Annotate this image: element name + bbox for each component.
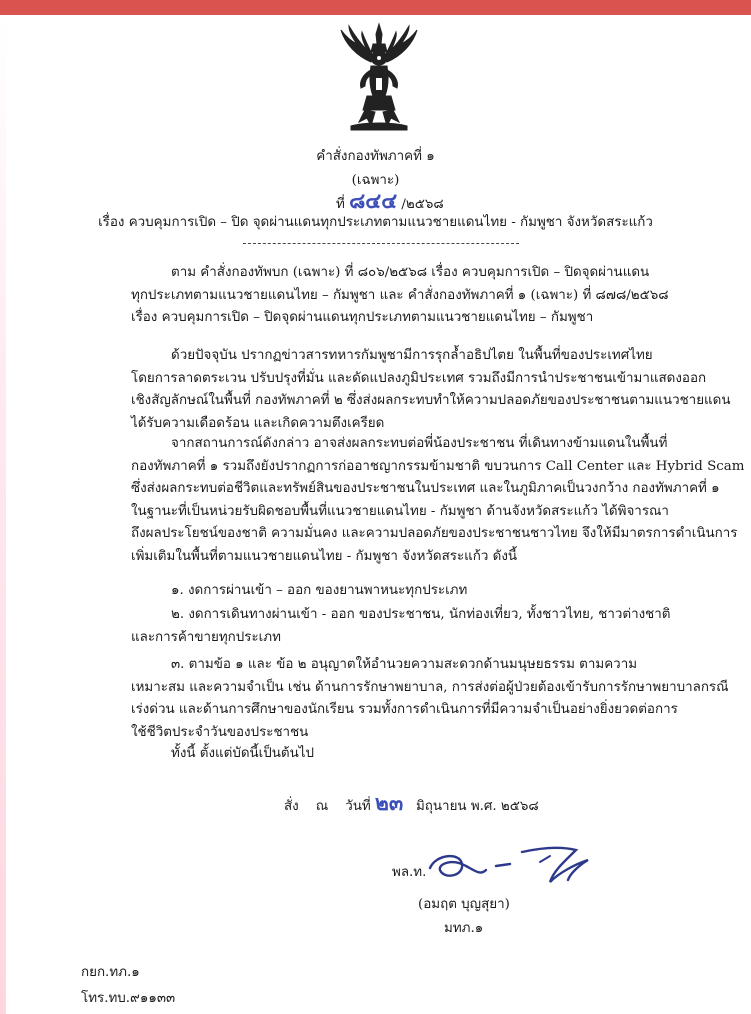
order-subject: เรื่อง ควบคุมการเปิด – ปิด จุดผ่านแดนทุกประเภทตามแนวชายแดนไทย - กัมพูชา จังหวัดสระแก้ว — [98, 215, 653, 230]
dateline-at: ณ — [315, 799, 329, 814]
dateline-day-handwritten: ๒๓ — [374, 791, 404, 815]
signatory-position: มทภ.๑ — [444, 921, 484, 936]
item3-line: ๓. ตามข้อ ๑ และ ข้อ ๒ อนุญาตให้อำนวยความสะดวกด้านมนุษยธรรม ตามความ — [171, 657, 638, 672]
item3-line: ใช้ชีวิตประจำวันของประชาชน — [131, 724, 309, 740]
dateline — [284, 791, 539, 816]
header-divider — [243, 243, 519, 244]
item2-line: ๒. งดการเดินทางผ่านเข้า - ออก ของประชาชน, นักท่องเที่ยว, ทั้งชาวไทย, ชาวต่างชาติ — [171, 607, 671, 622]
signatory-name: (อมฤต บุญสุยา) — [418, 897, 510, 912]
para1-line: เรื่อง ควบคุมการเปิด – ปิดจุดผ่านแดนทุกประเภทตามแนวชายแดนไทย – กัมพูชา — [131, 310, 594, 325]
para3-line: ในฐานะที่เป็นหน่วยรับผิดชอบพื้นที่แนวชายแดนไทย - กัมพูชา ด้านจังหวัดสระแก้ว ได้พิจารณา — [131, 503, 669, 519]
para3-line: ซึ่งส่งผลกระทบต่อชีวิตและทรัพย์สินของประชาชนในประเทศ และในภูมิภาคเป็นวงกว้าง กองทัพภาคที่ ๑ — [131, 481, 720, 496]
order-number — [336, 189, 444, 214]
para2-line: ด้วยปัจจุบัน ปรากฏข่าวสารทหารกัมพูชามีการรุกล้ำอธิปไตย ในพื้นที่ของประเทศไทย — [171, 348, 653, 363]
item-3 — [131, 654, 729, 744]
paragraph-situation — [131, 345, 731, 435]
order-number-handwritten: ๘๔๔ — [349, 189, 398, 213]
top-color-bar — [0, 0, 751, 15]
footer-department: กยก.ทภ.๑ — [81, 965, 140, 980]
effective-statement: ทั้งนี้ ตั้งแต่บัดนี้เป็นต้นไป — [171, 746, 315, 761]
para3-line: กองทัพภาคที่ ๑ รวมถึงยังปรากฏการก่ออาชญากรรมข้ามชาติ ขบวนการ Call Center และ Hybrid Scam — [131, 458, 745, 474]
para2-line: ได้รับความเดือดร้อน และเกิดความตึงเครียด — [131, 415, 385, 431]
handwritten-signature — [400, 836, 610, 898]
paragraph-measures — [131, 433, 745, 568]
paragraph-reference — [131, 262, 669, 330]
order-qualifier: (เฉพาะ) — [351, 173, 400, 188]
item1-line: ๑. งดการผ่านเข้า – ออก ของยานพาหนะทุกประเภท — [171, 583, 468, 598]
signatory-rank: พล.ท. — [392, 865, 427, 880]
dateline-day-label: วันที่ — [345, 799, 371, 814]
garuda-emblem-icon — [337, 22, 421, 134]
footer-phone: โทร.ทบ.๙๑๑๓๓ — [81, 991, 176, 1006]
para3-line: เพิ่มเติมในพื้นที่ตามแนวชายแดนไทย - กัมพูชา จังหวัดสระแก้ว ดังนี้ — [131, 548, 518, 564]
para2-line: โดยการลาดตระเวน ปรับปรุงที่มั่น และดัดแปลงภูมิประเทศ รวมถึงมีการนำประชาชนเข้ามาแสดงออก — [131, 370, 707, 386]
para3-line: ถึงผลประโยชน์ของชาติ ความมั่นคง และความปลอดภัยของประชาชนชาวไทย จึงให้มีมาตรการดำเนินการ — [131, 526, 738, 541]
dateline-ordered: สั่ง — [284, 799, 299, 814]
item3-line: เร่งด่วน และด้านการศึกษาของนักเรียน รวมทั้งการดำเนินการที่มีความจำเป็นอย่างยิ่งยวดต่อการ — [131, 702, 678, 717]
para1-line: ตาม คำสั่งกองทัพบก (เฉพาะ) ที่ ๘๐๖/๒๕๖๘ เรื่อง ควบคุมการเปิด – ปิดจุดผ่านแดน — [171, 265, 650, 280]
dateline-month-year: มิถุนายน พ.ศ. ๒๕๖๘ — [415, 799, 539, 814]
para2-line: เชิงสัญลักษณ์ในพื้นที่ กองทัพภาคที่ ๒ ซึ่งส่งผลกระทบทำให้ความปลอดภัยของประชาชนตามแนวชายแดน — [131, 393, 731, 408]
item-1 — [131, 580, 639, 603]
item2-line: และการค้าขายทุกประเภท — [131, 629, 281, 645]
para3-line: จากสถานการณ์ดังกล่าว อาจส่งผลกระทบต่อพี่น้องประชาชน ที่เดินทางข้ามแดนในพื้นที่ — [171, 436, 668, 451]
order-title: คำสั่งกองทัพภาคที่ ๑ — [316, 149, 435, 164]
item-2 — [131, 604, 671, 649]
order-number-suffix: /๒๕๖๘ — [401, 197, 444, 212]
para1-line: ทุกประเภทตามแนวชายแดนไทย – กัมพูชา และ คำสั่งกองทัพภาคที่ ๑ (เฉพาะ) ที่ ๘๗๘/๒๕๖๘ — [131, 287, 669, 303]
item3-line: เหมาะสม และความจำเป็น เช่น ด้านการรักษาพยาบาล, การส่งต่อผู้ป่วยต้องเข้ารับการรักษาพยาบาลกรณี — [131, 679, 729, 695]
order-number-prefix: ที่ — [336, 197, 345, 212]
